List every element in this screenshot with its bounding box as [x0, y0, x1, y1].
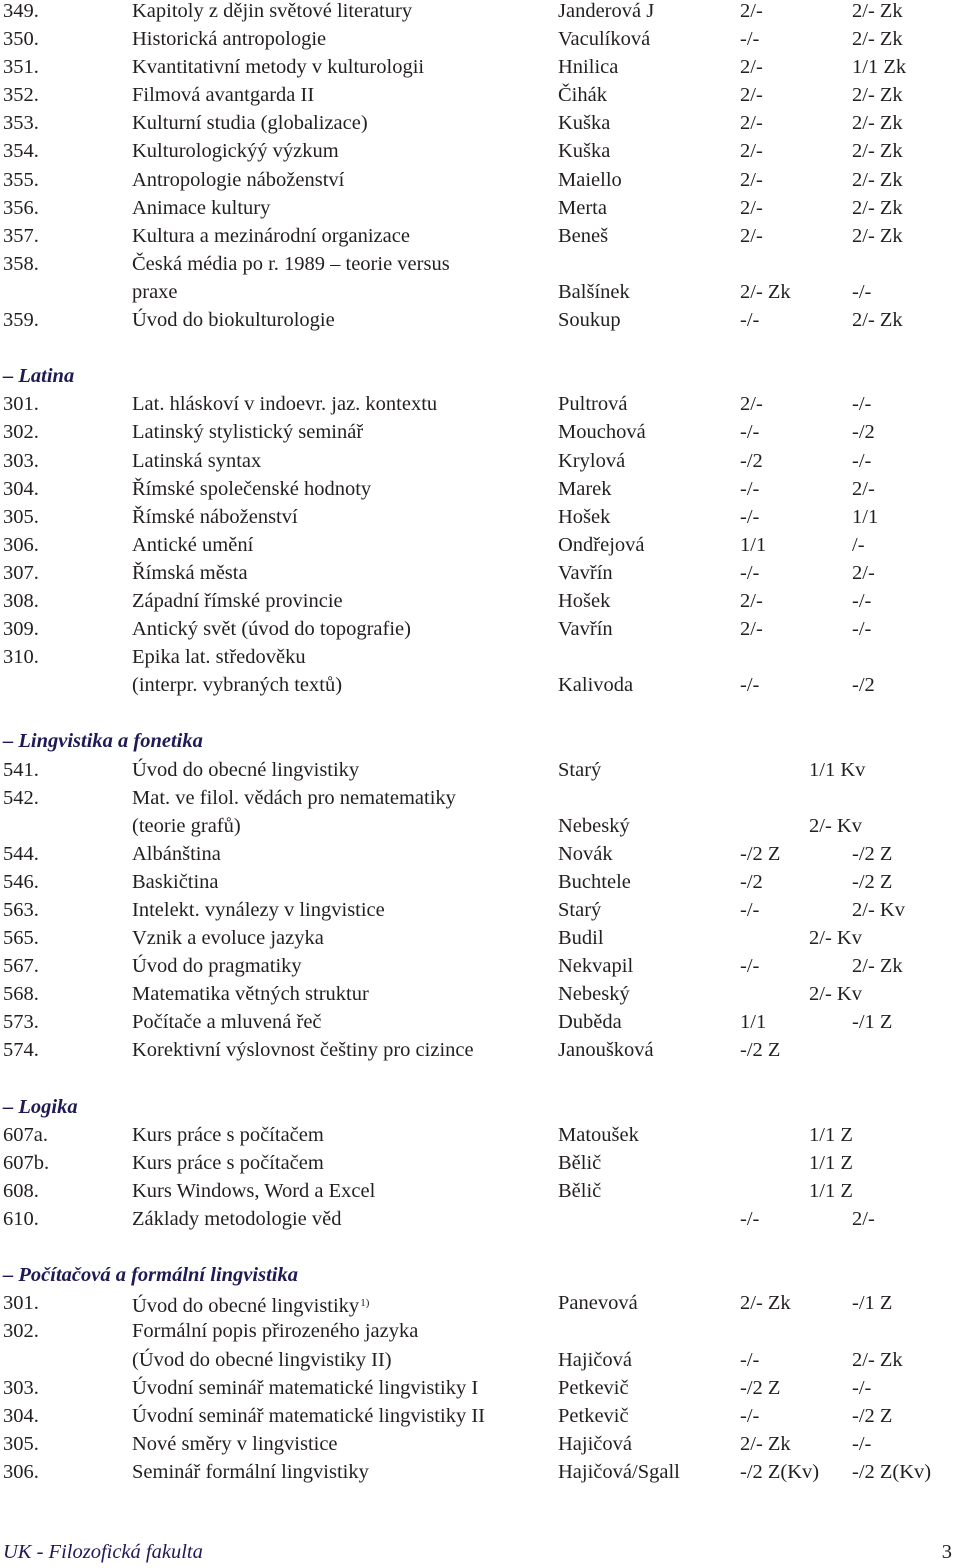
section-spacer: [3, 334, 953, 362]
summer-hours: -/-: [852, 1376, 872, 1399]
winter-hours: 1/1: [740, 1011, 767, 1034]
course-row: [3, 1402, 953, 1430]
course-teacher: Hnilica: [558, 56, 619, 79]
course-row: [3, 559, 953, 587]
summer-hours: 2/- Zk: [852, 28, 903, 51]
course-number: 573.: [3, 1011, 39, 1034]
course-number: 563.: [3, 899, 39, 921]
course-title: Kapitoly z dějin světové literatury: [132, 0, 413, 22]
course-row: [3, 1430, 953, 1458]
course-row: [3, 81, 953, 109]
course-number: 350.: [3, 28, 39, 51]
course-teacher: Hošek: [558, 589, 611, 612]
course-title: Základy metodologie věd: [132, 1208, 342, 1231]
winter-hours: -/-: [740, 505, 760, 528]
summer-hours: -/1 Z: [852, 1292, 893, 1315]
course-teacher: Kuška: [558, 112, 611, 135]
course-title: Intelekt. vynálezy v lingvistice: [132, 899, 385, 921]
winter-hours: -/2 Z: [740, 1376, 781, 1399]
course-number: 306.: [3, 1460, 39, 1483]
course-teacher: Bělič: [558, 1179, 602, 1202]
course-title: Kurs práce s počítačem: [132, 1123, 324, 1146]
course-title: Úvod do pragmatiky: [132, 955, 302, 978]
course-title: Kurs Windows, Word a Excel: [132, 1179, 376, 1202]
course-number: 304.: [3, 1404, 39, 1427]
course-number: 567.: [3, 955, 39, 978]
course-row: [3, 615, 953, 643]
section-heading: – Lingvistika a fonetika: [3, 730, 203, 753]
course-row: [3, 447, 953, 475]
section-spacer: [3, 699, 953, 727]
course-title: Historická antropologie: [132, 28, 327, 51]
winter-hours: -/-: [740, 28, 760, 51]
course-row: [3, 475, 953, 503]
course-title: Římská města: [132, 561, 248, 584]
course-row: [3, 503, 953, 531]
course-row: [3, 137, 953, 165]
summer-hours: 2/- Kv: [809, 927, 862, 950]
winter-hours: -/-: [740, 561, 760, 584]
winter-hours: 2/-: [740, 589, 763, 612]
course-teacher: Pultrová: [558, 393, 628, 416]
course-teacher: Hošek: [558, 505, 611, 528]
course-teacher: Petkevič: [558, 1404, 629, 1427]
course-teacher: Ondřejová: [558, 533, 645, 556]
course-teacher: Krylová: [558, 449, 626, 472]
course-teacher: Hajičová: [558, 1432, 632, 1455]
winter-hours: -/-: [740, 674, 760, 697]
summer-hours: 2/- Zk: [852, 1348, 903, 1371]
winter-hours: 2/-: [740, 393, 763, 416]
course-title: praxe: [132, 280, 178, 303]
course-title: Úvodní seminář matematické lingvistiky I: [132, 1376, 479, 1399]
summer-hours: -/2 Z: [852, 1404, 893, 1427]
course-title: Formální popis přirozeného jazyka: [132, 1320, 419, 1343]
course-teacher: Nekvapil: [558, 955, 634, 978]
course-title: Kurs práce s počítačem: [132, 1151, 324, 1174]
course-number: 568.: [3, 983, 39, 1006]
course-teacher: Balšínek: [558, 280, 630, 303]
winter-hours: 2/-: [740, 140, 763, 163]
course-number: 565.: [3, 927, 39, 950]
course-teacher: Budil: [558, 927, 604, 950]
course-title: Latinská syntax: [132, 449, 262, 472]
course-number: 607a.: [3, 1123, 48, 1146]
course-number: 303.: [3, 449, 39, 472]
course-row: [3, 784, 953, 812]
winter-hours: -/2 Z: [740, 842, 781, 865]
course-number: 353.: [3, 112, 39, 135]
course-teacher: Čihák: [558, 84, 607, 107]
course-number: 306.: [3, 533, 39, 556]
course-teacher: Janderová J: [558, 0, 655, 22]
course-listing: [3, 0, 953, 1486]
course-row: [3, 278, 953, 306]
course-teacher: Starý: [558, 899, 602, 921]
summer-hours: /-: [852, 533, 865, 556]
course-row: [3, 0, 953, 25]
summer-hours: -/-: [852, 618, 872, 641]
course-title: Baskičtina: [132, 870, 219, 893]
course-title: Antický svět (úvod do topografie): [132, 618, 411, 641]
course-teacher: Mouchová: [558, 421, 646, 444]
winter-hours: -/2 Z: [740, 1039, 781, 1062]
course-teacher: Maiello: [558, 168, 622, 191]
winter-hours: 2/-: [740, 0, 763, 22]
winter-hours: 2/- Zk: [740, 280, 791, 303]
course-number: 542.: [3, 786, 39, 809]
summer-hours: -/-: [852, 1432, 872, 1455]
course-number: 309.: [3, 618, 39, 641]
course-title: (Úvod do obecné lingvistiky II): [132, 1348, 392, 1371]
course-title: Seminář formální lingvistiky: [132, 1460, 369, 1483]
summer-hours: 2/- Zk: [852, 84, 903, 107]
course-teacher: Merta: [558, 196, 607, 219]
course-number: 302.: [3, 1320, 39, 1343]
winter-hours: 2/-: [740, 618, 763, 641]
summer-hours: 2/- Zk: [852, 196, 903, 219]
course-number: 310.: [3, 646, 39, 669]
summer-hours: 2/-: [852, 561, 875, 584]
course-number: 352.: [3, 84, 39, 107]
summer-hours: 2/- Zk: [852, 309, 903, 332]
summer-hours: 2/- Kv: [809, 983, 862, 1006]
summer-hours: -/2 Z(Kv): [852, 1460, 932, 1483]
course-number: 301.: [3, 393, 39, 416]
course-number: 349.: [3, 0, 39, 22]
course-teacher: Nebeský: [558, 983, 630, 1006]
course-row: [3, 868, 953, 896]
winter-hours: -/-: [740, 899, 760, 921]
course-row: [3, 222, 953, 250]
summer-hours: 2/- Zk: [852, 168, 903, 191]
course-row: [3, 643, 953, 671]
winter-hours: 2/-: [740, 168, 763, 191]
course-row: [3, 840, 953, 868]
summer-hours: -/1 Z: [852, 1011, 893, 1034]
course-title: Římské společenské hodnoty: [132, 477, 372, 500]
course-teacher: Vavřín: [558, 561, 613, 584]
winter-hours: -/2: [740, 449, 763, 472]
course-title: (interpr. vybraných textů): [132, 674, 343, 697]
course-row: [3, 1205, 953, 1233]
course-row: [3, 306, 953, 334]
course-title: Úvodní seminář matematické lingvistiky II: [132, 1404, 485, 1427]
section-spacer: [3, 1065, 953, 1093]
summer-hours: 1/1 Z: [809, 1179, 853, 1202]
course-row: [3, 587, 953, 615]
summer-hours: 2/- Zk: [852, 224, 903, 247]
course-title: Antropologie náboženství: [132, 168, 345, 191]
course-title: Kultura a mezinárodní organizace: [132, 224, 410, 247]
course-teacher: Marek: [558, 477, 612, 500]
course-row: [3, 1289, 953, 1317]
course-teacher: Starý: [558, 758, 602, 781]
course-title: Kulturologickýý výzkum: [132, 140, 339, 163]
section-heading: – Logika: [3, 1095, 78, 1118]
course-teacher: Hajičová/Sgall: [558, 1460, 680, 1483]
summer-hours: -/-: [852, 280, 872, 303]
course-title: Korektivní výslovnost češtiny pro cizince: [132, 1039, 474, 1062]
course-row: [3, 250, 953, 278]
course-teacher: Panevová: [558, 1292, 638, 1315]
winter-hours: 2/-: [740, 196, 763, 219]
course-row: [3, 1149, 953, 1177]
course-number: 356.: [3, 196, 39, 219]
course-row: [3, 166, 953, 194]
section-spacer: [3, 1233, 953, 1261]
course-title: Matematika větných struktur: [132, 983, 369, 1006]
course-teacher: Hajičová: [558, 1348, 632, 1371]
course-teacher: Kalivoda: [558, 674, 634, 697]
summer-hours: 1/1 Z: [809, 1151, 853, 1174]
course-number: 301.: [3, 1292, 39, 1315]
summer-hours: 2/- Zk: [852, 0, 903, 22]
summer-hours: -/2: [852, 421, 875, 444]
course-title: Západní římské provincie: [132, 589, 343, 612]
course-title: Animace kultury: [132, 196, 271, 219]
course-row: [3, 25, 953, 53]
course-row: [3, 109, 953, 137]
summer-hours: 1/1 Kv: [809, 758, 866, 781]
course-row: [3, 756, 953, 784]
course-row: [3, 418, 953, 446]
winter-hours: 2/-: [740, 224, 763, 247]
course-teacher: Petkevič: [558, 1376, 629, 1399]
winter-hours: -/2: [740, 870, 763, 893]
course-teacher: Kuška: [558, 140, 611, 163]
winter-hours: 2/-: [740, 112, 763, 135]
course-number: 541.: [3, 758, 39, 781]
course-title: Římské náboženství: [132, 505, 298, 528]
footnote-mark: 1): [360, 1297, 370, 1310]
summer-hours: 2/- Kv: [852, 899, 905, 921]
course-number: 302.: [3, 421, 39, 444]
summer-hours: 1/1 Z: [809, 1123, 853, 1146]
course-number: 359.: [3, 309, 39, 332]
course-number: 307.: [3, 561, 39, 584]
winter-hours: 2/- Zk: [740, 1292, 791, 1315]
course-row: [3, 1008, 953, 1036]
summer-hours: -/-: [852, 589, 872, 612]
winter-hours: 2/- Zk: [740, 1432, 791, 1455]
course-number: 358.: [3, 252, 39, 275]
winter-hours: -/-: [740, 1348, 760, 1371]
course-number: 608.: [3, 1179, 39, 1202]
summer-hours: 2/- Zk: [852, 140, 903, 163]
course-row: [3, 390, 953, 418]
course-number: 303.: [3, 1376, 39, 1399]
course-number: 304.: [3, 477, 39, 500]
summer-hours: 2/-: [852, 477, 875, 500]
course-title: Vznik a evoluce jazyka: [132, 927, 324, 950]
course-number: 607b.: [3, 1151, 50, 1174]
page-number: 3: [941, 1541, 952, 1563]
course-title: Albánština: [132, 842, 221, 865]
course-title: (teorie grafů): [132, 814, 241, 837]
course-title: Kulturní studia (globalizace): [132, 112, 368, 135]
winter-hours: -/-: [740, 955, 760, 978]
course-number: 355.: [3, 168, 39, 191]
winter-hours: -/-: [740, 421, 760, 444]
summer-hours: 2/- Zk: [852, 112, 903, 135]
course-number: 351.: [3, 56, 39, 79]
course-row: [3, 1036, 953, 1064]
course-number: 357.: [3, 224, 39, 247]
course-number: 305.: [3, 1432, 39, 1455]
course-row: [3, 1177, 953, 1205]
summer-hours: -/2 Z: [852, 870, 893, 893]
course-row: [3, 671, 953, 699]
course-number: 308.: [3, 589, 39, 612]
course-title: Nové směry v lingvistice: [132, 1432, 338, 1455]
winter-hours: -/-: [740, 1404, 760, 1427]
winter-hours: -/-: [740, 1208, 760, 1231]
faculty-name: UK - Filozofická fakulta: [3, 1541, 203, 1563]
course-number: 546.: [3, 870, 39, 893]
course-row: [3, 1317, 953, 1345]
course-teacher: Duběda: [558, 1011, 622, 1034]
summer-hours: -/-: [852, 449, 872, 472]
course-title: Epika lat. středověku: [132, 646, 306, 669]
course-number: 544.: [3, 842, 39, 865]
course-title: Úvod do obecné lingvistiky: [132, 758, 360, 781]
summer-hours: 1/1 Zk: [852, 56, 907, 79]
summer-hours: -/2 Z: [852, 842, 893, 865]
course-teacher: Beneš: [558, 224, 609, 247]
course-title: Počítače a mluvená řeč: [132, 1011, 322, 1034]
winter-hours: 2/-: [740, 56, 763, 79]
course-row: [3, 531, 953, 559]
course-title-text: Úvod do obecné lingvistiky: [132, 1295, 360, 1318]
course-row: [3, 812, 953, 840]
winter-hours: -/-: [740, 309, 760, 332]
course-row: [3, 952, 953, 980]
summer-hours: 2/-: [852, 1208, 875, 1231]
course-number: 610.: [3, 1208, 39, 1231]
course-row: [3, 1121, 953, 1149]
course-teacher: Buchtele: [558, 870, 631, 893]
course-row: [3, 53, 953, 81]
winter-hours: -/-: [740, 477, 760, 500]
section-heading: – Počítačová a formální lingvistika: [3, 1264, 298, 1287]
course-number: 574.: [3, 1039, 39, 1062]
course-teacher: Janoušková: [558, 1039, 654, 1062]
course-title: Úvod do biokulturologie: [132, 309, 335, 332]
summer-hours: 2/- Kv: [809, 814, 862, 837]
summer-hours: -/2: [852, 674, 875, 697]
course-title: Antické umění: [132, 533, 254, 556]
summer-hours: 1/1: [852, 505, 879, 528]
course-row: [3, 980, 953, 1008]
course-teacher: Vaculíková: [558, 28, 651, 51]
course-title: Lat. hláskoví v indoevr. jaz. kontextu: [132, 393, 438, 416]
course-title: Kvantitativní metody v kulturologii: [132, 56, 425, 79]
course-row: [3, 194, 953, 222]
course-teacher: Nebeský: [558, 814, 630, 837]
winter-hours: 2/-: [740, 84, 763, 107]
course-row: [3, 1346, 953, 1374]
winter-hours: -/2 Z(Kv): [740, 1460, 820, 1483]
course-teacher: Soukup: [558, 309, 621, 332]
course-row: [3, 896, 953, 924]
course-teacher: Bělič: [558, 1151, 602, 1174]
course-row: [3, 1374, 953, 1402]
summer-hours: -/-: [852, 393, 872, 416]
course-row: [3, 924, 953, 952]
page-footer: [0, 1538, 960, 1566]
course-number: 305.: [3, 505, 39, 528]
course-row: [3, 1458, 953, 1486]
course-teacher: Vavřín: [558, 618, 613, 641]
course-teacher: Novák: [558, 842, 613, 865]
course-title: [132, 1289, 369, 1320]
winter-hours: 1/1: [740, 533, 767, 556]
course-title: Filmová avantgarda II: [132, 84, 315, 107]
course-title: Česká média po r. 1989 – teorie versus: [132, 252, 450, 275]
course-teacher: Matoušek: [558, 1123, 639, 1146]
summer-hours: 2/- Zk: [852, 955, 903, 978]
course-title: Latinský stylistický seminář: [132, 421, 364, 444]
course-title: Mat. ve filol. vědách pro nematematiky: [132, 786, 456, 809]
section-heading: – Latina: [3, 365, 75, 388]
course-number: 354.: [3, 140, 39, 163]
